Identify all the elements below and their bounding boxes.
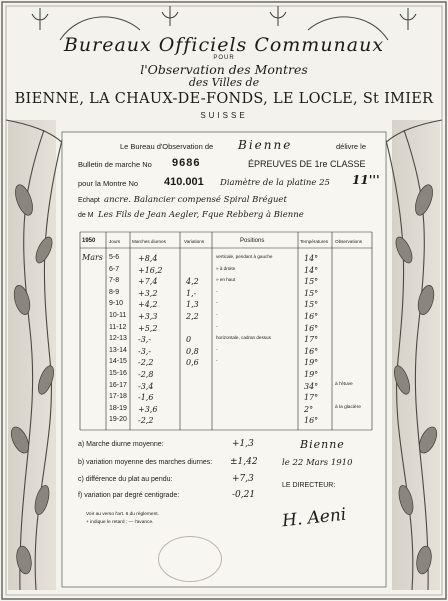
summary-f-label: f) variation par degré centigrade: [78,492,180,499]
montre-number: 410.001 [164,176,204,188]
table-cell-marche: -3,- [138,346,152,356]
summary-f-value: -0,21 [232,490,256,500]
table-cell-marche: +5,2 [138,323,158,333]
col-header-variations: Variations [184,239,205,244]
table-cell-temp: 16° [304,312,319,321]
epreuves-class: ÉPREUVES DE 1re CLASSE [248,159,366,169]
table-cell-obs: à la glacière [335,404,361,410]
summary-b-value: ±1,42 [230,457,258,467]
maker-label: de M [78,212,94,219]
col-header-temperatures: Températures [300,239,329,244]
table-cell-marche: +3,3 [138,312,158,321]
table-cell-marche: -2,2 [138,416,154,426]
table-cell-temp: 14° [304,254,319,263]
table-cell-jours: 11-12 [109,323,127,331]
table-cell-position: - [216,312,218,317]
col-header-jours: Jours [109,239,121,244]
table-cell-temp: 19° [304,370,319,379]
col-header-positions: Positions [240,238,265,244]
table-cell-temp: 14° [304,265,319,275]
table-cell-marche: +4,2 [138,300,158,310]
director-signature: H. Aeni [281,504,348,532]
summary-a-label: a) Marche diurne moyenne: [78,441,164,448]
table-cell-marche: +16,2 [138,265,163,275]
table-cell-variation: 2,2 [186,312,199,321]
table-month: Mars [82,253,103,262]
table-cell-obs: à l'étuve [335,381,353,387]
table-cell-marche: +3,2 [138,288,158,298]
table-cell-marche: -1,6 [138,393,154,403]
table-cell-marche: +8,4 [138,254,158,263]
intro-prefix: Le Bureau d'Observation de [120,142,214,151]
table-cell-marche: -2,2 [138,358,154,368]
table-cell-position: verticale, pendant à gauche [216,254,273,259]
echappement-text: ancre. Balancier compensé Spiral Bréguet [104,195,287,205]
table-cell-jours: 18-19 [109,404,127,412]
table-cell-position: - [216,300,218,306]
table-cell-temp: 15° [304,288,319,298]
table-cell-position: » à droite [216,265,236,271]
date-text: le 22 Mars 1910 [282,458,353,468]
diameter-text: Diamètre de la platine 25 [220,178,330,188]
header-cities: BIENNE, LA CHAUX-DE-FONDS, LE LOCLE, St IMIER [14,91,434,107]
table-cell-jours: 7-8 [109,277,120,285]
bulletin-number: 9686 [172,157,201,169]
table-cell-temp: 17° [304,335,319,345]
footnote-reglement: Voir au verso l'art. 6 du règlement. [86,512,159,517]
table-cell-marche: +3,6 [138,404,158,414]
echappement-label: Echapt [78,197,100,204]
table-cell-variation: 0,8 [186,346,199,356]
diameter-value: 11''' [352,173,380,187]
table-cell-jours: 9-10 [109,300,124,308]
header-title-bureaux: Bureaux Officiels Communaux [63,34,385,56]
table-cell-temp: 2° [304,404,314,414]
table-cell-jours: 15-16 [109,370,127,377]
table-cell-variation: 1,- [186,288,197,298]
observatory-name: Bienne [238,138,293,152]
director-label: LE DIRECTEUR: [282,482,336,489]
table-cell-jours: 8-9 [109,288,120,296]
summary-b-label: b) variation moyenne des marches diurnes: [78,459,213,466]
table-cell-temp: 15° [304,277,319,287]
table-cell-jours: 6-7 [109,265,120,273]
summary-c-value: +7,3 [232,474,254,484]
table-cell-variation: 4,2 [186,277,199,287]
table-cell-position: - [216,323,218,329]
maker-text: Les Fils de Jean Aegler, Fque Rebberg à Bienne [98,210,304,220]
table-cell-temp: 19° [304,358,319,368]
table-cell-variation: 1,3 [186,300,199,310]
table-cell-jours: 12-13 [109,335,127,343]
montre-label: pour la Montre No [78,179,139,188]
table-cell-jours: 17-18 [109,393,127,401]
table-cell-temp: 16° [304,323,319,333]
table-cell-temp: 15° [304,300,319,310]
table-cell-position: - [216,346,218,352]
table-cell-temp: 17° [304,393,319,403]
place-name: Bienne [300,438,345,451]
table-cell-temp: 16° [304,416,319,426]
table-cell-position: - [216,358,218,364]
header-country: SUISSE [200,111,248,120]
intro-suffix: délivre le [336,142,367,151]
table-cell-marche: -3,- [138,335,152,345]
table-cell-jours: 13-14 [109,346,127,354]
summary-a-value: +1,3 [232,439,254,449]
bulletin-label: Bulletin de marche No [78,160,152,169]
col-header-year: 1950 [82,238,96,244]
header-pour: POUR [213,55,235,61]
table-cell-position: - [216,288,218,294]
table-cell-position: » en haut [216,277,236,283]
table-cell-temp: 16° [304,346,319,356]
table-cell-marche: +7,4 [138,277,158,287]
header-villes: des Villes de [188,76,260,89]
table-cell-jours: 5-6 [109,254,120,261]
col-header-marches: Marches diurnes [132,239,166,244]
table-cell-position: horizontale, cadran dessus [216,335,271,341]
table-cell-variation: 0,6 [186,358,199,368]
table-cell-temp: 34° [304,381,319,391]
table-cell-marche: -3,4 [138,381,154,391]
summary-c-label: c) différence du plat au pendu: [78,476,173,483]
table-cell-marche: -2,8 [138,370,154,379]
table-cell-variation: 0 [186,335,192,345]
header-observation: l'Observation des Montres [140,62,308,77]
footnote-signs: + indique le retard ; — l'avance. [86,520,154,525]
table-cell-jours: 14-15 [109,358,127,366]
table-cell-jours: 19-20 [109,416,127,424]
table-cell-jours: 10-11 [109,312,127,319]
col-header-observations: Observations [335,239,363,244]
table-cell-jours: 16-17 [109,381,127,389]
official-stamp [158,536,222,582]
